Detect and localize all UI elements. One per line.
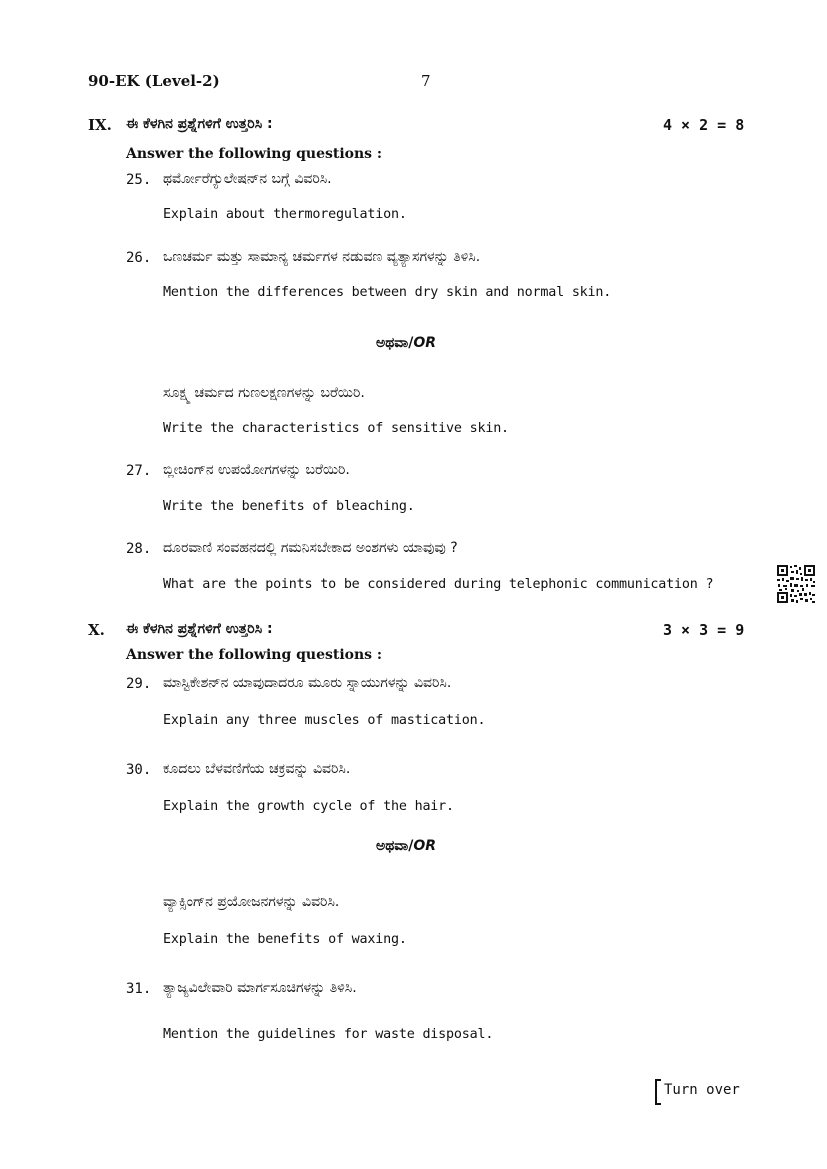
question-text-kn: ತ್ಯಾಜ್ಯವಿಲೇವಾರಿ ಮಾರ್ಗಸೂಚಿಗಳನ್ನು ತಿಳಿಸಿ.: [163, 980, 357, 996]
turn-over-bracket: [655, 1079, 661, 1105]
question-text-en: Explain any three muscles of mastication.: [163, 713, 486, 728]
question-text-kn: ಸೂಕ್ಷ್ಮ ಚರ್ಮದ ಗುಣಲಕ್ಷಣಗಳನ್ನು ಬರೆಯಿರಿ.: [163, 385, 365, 401]
section-x-instruction-kn: ಈ ಕೆಳಗಿನ ಪ್ರಶ್ನೆಗಳಿಗೆ ಉತ್ತರಿಸಿ :: [126, 621, 273, 637]
question-text-kn: ಒಣಚರ್ಮ ಮತ್ತು ಸಾಮಾನ್ಯ ಚರ್ಮಗಳ ನಡುವಣ ವ್ಯತ್ಯಾಸಗಳನ್ನು ತಿಳಿಸಿ.: [163, 249, 481, 265]
section-x-numeral: X.: [88, 621, 105, 639]
qr-code-icon: [776, 564, 816, 604]
question-number: 29.: [126, 676, 152, 692]
section-ix-marks: 4 × 2 = 8: [663, 116, 745, 134]
question-text-en: Mention the differences between dry skin and normal skin.: [163, 285, 612, 300]
or-label-kn: ಅಥವಾ: [376, 335, 409, 351]
question-text-en: Write the benefits of bleaching.: [163, 499, 415, 514]
question-number: 27.: [126, 463, 152, 479]
question-text-en: Explain the growth cycle of the hair.: [163, 799, 454, 814]
turn-over-label: Turn over: [664, 1082, 740, 1098]
paper-code: 90-EK (Level-2): [88, 72, 220, 90]
page-number: 7: [421, 72, 431, 90]
question-text-kn: ದೂರವಾಣಿ ಸಂವಹನದಲ್ಲಿ ಗಮನಿಸಬೇಕಾದ ಅಂಶಗಳು ಯಾವುವು ?: [163, 540, 458, 556]
question-number: 30.: [126, 762, 152, 778]
question-number: 25.: [126, 172, 152, 188]
question-text-kn: ಮಾಸ್ಟಿಕೇಶನ್‌ನ ಯಾವುದಾದರೂ ಮೂರು ಸ್ನಾಯುಗಳನ್ನು ವಿವರಿಸಿ.: [163, 675, 452, 691]
question-number: 28.: [126, 541, 152, 557]
section-ix-numeral: IX.: [88, 116, 112, 134]
question-number: 31.: [126, 981, 152, 997]
or-label-en: OR: [413, 838, 437, 854]
question-text-kn: ವ್ಯಾಕ್ಸಿಂಗ್‌ನ ಪ್ರಯೋಜನಗಳನ್ನು ವಿವರಿಸಿ.: [163, 894, 340, 910]
section-x-instruction-en: Answer the following questions :: [126, 647, 383, 663]
or-divider: ಅಥವಾ/OR: [376, 335, 437, 351]
question-text-kn: ಥರ್ಮೋರೆಗ್ಯುಲೇಷನ್‌ನ ಬಗ್ಗೆ ವಿವರಿಸಿ.: [163, 171, 332, 187]
question-text-en: Write the characteristics of sensitive skin.: [163, 421, 509, 436]
or-label-en: OR: [413, 335, 437, 351]
or-label-kn: ಅಥವಾ: [376, 838, 409, 854]
question-text-kn: ಬ್ಲೀಚಿಂಗ್‌ನ ಉಪಯೋಗಗಳನ್ನು ಬರೆಯಿರಿ.: [163, 462, 350, 478]
question-text-en: What are the points to be considered during telephonic communication ?: [163, 577, 714, 592]
question-text-en: Explain the benefits of waxing.: [163, 932, 407, 947]
question-text-en: Explain about thermoregulation.: [163, 207, 407, 222]
or-divider: ಅಥವಾ/OR: [376, 838, 437, 854]
section-ix-instruction-en: Answer the following questions :: [126, 146, 383, 162]
question-number: 26.: [126, 250, 152, 266]
section-x-marks: 3 × 3 = 9: [663, 621, 745, 639]
question-text-en: Mention the guidelines for waste disposal.: [163, 1027, 494, 1042]
question-text-kn: ಕೂದಲು ಬೆಳವಣಿಗೆಯ ಚಕ್ರವನ್ನು ವಿವರಿಸಿ.: [163, 761, 351, 777]
section-ix-instruction-kn: ಈ ಕೆಳಗಿನ ಪ್ರಶ್ನೆಗಳಿಗೆ ಉತ್ತರಿಸಿ :: [126, 116, 273, 132]
